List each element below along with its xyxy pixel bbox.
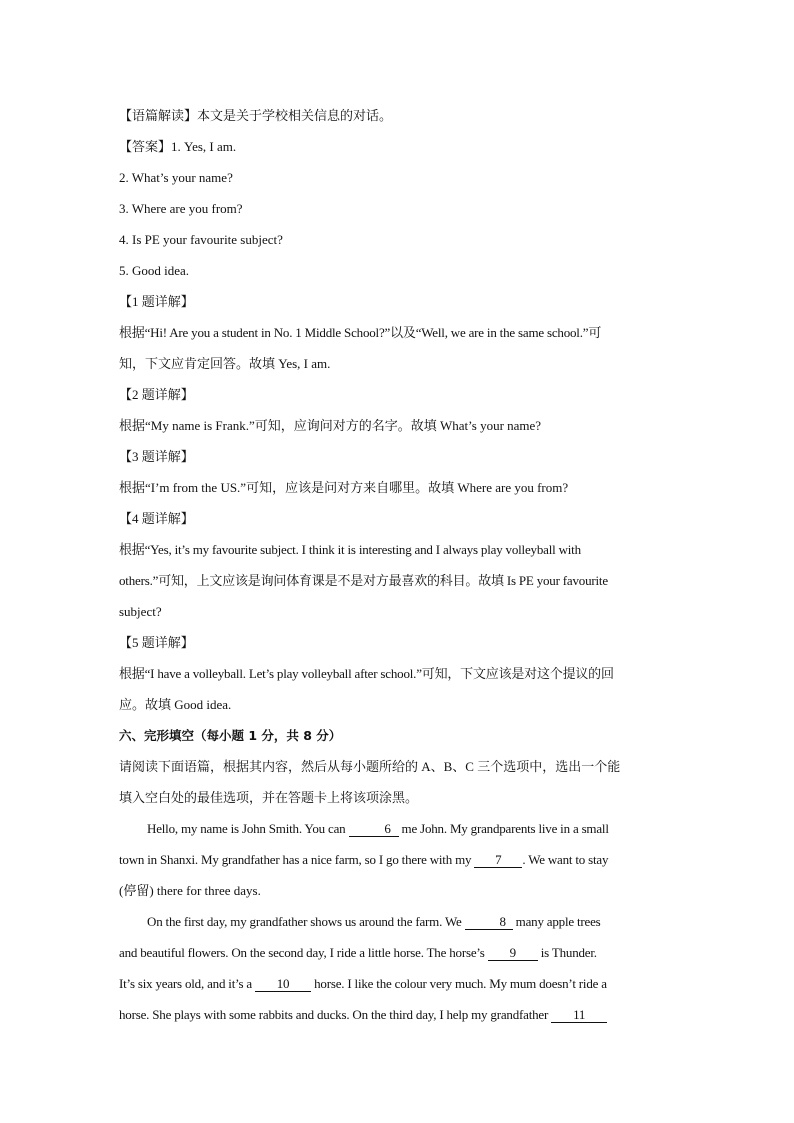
passage-line [119, 999, 675, 1030]
section-instruction-line2: 填入空白处的最佳选项，并在答题卡上将该项涂黑。 [119, 790, 419, 805]
passage-line [119, 937, 675, 968]
section-title: 六、完形填空（每小题 1 分，共 8 分） [119, 728, 342, 743]
passage-text: Hello, my name is John Smith. You can [147, 821, 349, 836]
answer-3: 3. Where are you from? [119, 201, 243, 216]
blank-8: 8 [465, 915, 513, 930]
blank-6: 6 [349, 822, 399, 837]
passage-text: many apple trees [512, 914, 601, 929]
passage-text: and beautiful flowers. On the second day, I ride a little horse. The horse’s [119, 945, 488, 960]
q4-explanation-line1: 根据“Yes, it’s my favourite subject. I think it is interesting and I always play volleyball with [119, 542, 581, 557]
passage-line [119, 813, 675, 844]
passage-text: . We want to stay [522, 852, 609, 867]
q1-title: 【1 题详解】 [119, 294, 194, 309]
answer-2: 2. What’s your name? [119, 170, 233, 185]
blank-10: 10 [255, 977, 311, 992]
q3-explanation: 根据“I’m from the US.”可知，应该是问对方来自哪里。故填 Where are you from? [119, 480, 569, 495]
q5-explanation-line1: 根据“I have a volleyball. Let’s play volleyball after school.”可知，下文应该是对这个提议的回 [119, 666, 614, 681]
answer-heading: 【答案】1. Yes, I am. [119, 139, 237, 154]
passage-intro: 【语篇解读】本文是关于学校相关信息的对话。 [119, 108, 393, 123]
blank-11: 11 [551, 1008, 607, 1023]
passage-text: It’s six years old, and it’s a [119, 976, 256, 991]
q3-title: 【3 题详解】 [119, 449, 194, 464]
q1-explanation-line2: 知，下文应肯定回答。故填 Yes, I am. [119, 356, 331, 371]
q2-title: 【2 题详解】 [119, 387, 194, 402]
passage-line [119, 875, 675, 906]
section-instruction-line1: 请阅读下面语篇，根据其内容，然后从每小题所给的 A、B、C 三个选项中，选出一个能 [119, 759, 621, 774]
passage-text: me John. My grandparents live in a small [398, 821, 609, 836]
q5-explanation-line2: 应。故填 Good idea. [119, 697, 232, 712]
blank-7: 7 [474, 853, 522, 868]
q5-title: 【5 题详解】 [119, 635, 194, 650]
q4-explanation-line2: others.”可知，上文应该是询问体育课是不是对方最喜欢的科目。故填 Is PE your favourite [119, 573, 608, 588]
passage-text: On the first day, my grandfather shows us around the farm. We [147, 914, 465, 929]
passage-text: horse. She plays with some rabbits and ducks. On the third day, I help my grandfather [119, 1007, 552, 1022]
q4-title: 【4 题详解】 [119, 511, 194, 526]
passage-text: horse. I like the colour very much. My mum doesn’t ride a [311, 976, 607, 991]
q1-explanation-line1: 根据“Hi! Are you a student in No. 1 Middle School?”以及“Well, we are in the same school.”可 [119, 325, 602, 340]
passage-text: town in Shanxi. My grandfather has a nice farm, so I go there with my [119, 852, 475, 867]
passage-line [119, 906, 675, 937]
document-page [119, 100, 675, 1030]
q4-explanation-line3: subject? [119, 604, 162, 619]
passage-line [119, 968, 675, 999]
answer-5: 5. Good idea. [119, 263, 190, 278]
passage-text: is Thunder. [537, 945, 597, 960]
blank-9: 9 [488, 946, 538, 961]
q2-explanation: 根据“My name is Frank.”可知，应询问对方的名字。故填 What’s your name? [119, 418, 542, 433]
answer-4: 4. Is PE your favourite subject? [119, 232, 283, 247]
passage-text: (停留) there for three days. [119, 883, 261, 898]
passage-line [119, 844, 675, 875]
